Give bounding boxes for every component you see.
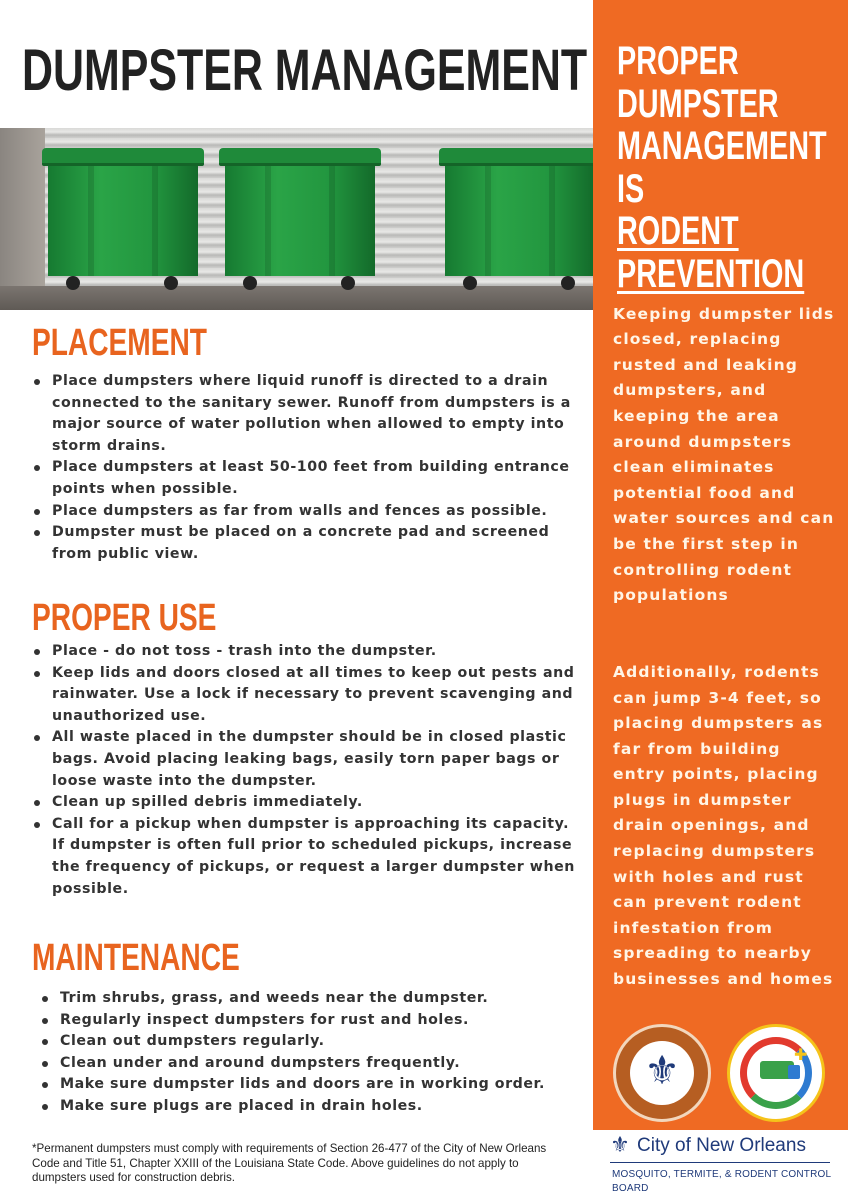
list-item: Clean under and around dumpsters frequently. — [40, 1053, 580, 1075]
sidebar-text — [613, 276, 838, 1018]
list-item: Make sure dumpster lids and doors are in working order. — [40, 1074, 580, 1096]
proper-use-list — [32, 641, 580, 900]
section-heading-proper-use: PROPER USE — [32, 597, 217, 639]
sidebar-title-line: DUMPSTER — [617, 81, 779, 126]
page-title: DUMPSTER MANAGEMENT — [22, 38, 588, 103]
maintenance-list — [40, 988, 580, 1118]
list-item: Place dumpsters at least 50-100 feet from building entrance points when possible. — [32, 457, 580, 500]
list-item: Make sure plugs are placed in drain holes. — [40, 1096, 580, 1118]
list-item: Keep lids and doors closed at all times to keep out pests and rainwater. Use a lock if necessary to prevent scavenging and unauthorized use. — [32, 663, 580, 728]
dumpster-bin — [225, 148, 375, 290]
list-item: Place dumpsters where liquid runoff is directed to a drain connected to the sanitary sewer. Runoff from dumpsters is a major source of water pollution when allowed to empty into storm drains. — [32, 371, 580, 457]
footer-board-name: MOSQUITO, TERMITE, & RODENT CONTROL BOARD — [612, 1169, 831, 1194]
footnote: *Permanent dumpsters must comply with requirements of Section 26-477 of the City of New Orleans Code and Title 51, Chapter XXIII of the Louisiana State Code. Above guidelines do not apply to dumpsters used for construction debris. — [32, 1142, 547, 1184]
footer-city-name: City of New Orleans — [637, 1135, 806, 1156]
dumpster-bin — [445, 148, 593, 290]
dumpster-bin — [48, 148, 198, 290]
list-item: Place - do not toss - trash into the dumpster. — [32, 641, 580, 663]
list-item: All waste placed in the dumpster should be in closed plastic bags. Avoid placing leaking bags, easily torn paper bags or loose waste into the dumpster. — [32, 727, 580, 792]
fleur-de-lis-icon: ⚜ — [610, 1133, 630, 1158]
section-heading-maintenance: MAINTENANCE — [32, 937, 240, 979]
sidebar-title-line: MANAGEMENT IS — [617, 124, 827, 211]
city-seal-logo — [613, 1024, 711, 1122]
sidebar-title-line: RODENT — [617, 209, 739, 253]
sidebar-paragraph: Additionally, rodents can jump 3-4 feet, so placing dumpsters as far from building entry points, placing plugs in dumpster drain openings, and replacing dumpsters with holes and rust can prevent rodent infestation from spreading to nearby businesses and homes — [613, 662, 834, 989]
list-item: Clean out dumpsters regularly. — [40, 1031, 580, 1053]
footer-divider — [610, 1162, 830, 1163]
list-item: Regularly inspect dumpsters for rust and holes. — [40, 1010, 580, 1032]
fleur-de-lis-icon: ⚜ — [644, 1048, 680, 1094]
sidebar-title-line: PROPER — [617, 39, 739, 83]
list-item: Dumpster must be placed on a concrete pad and screened from public view. — [32, 522, 580, 565]
sidebar-paragraph: Keeping dumpster lids closed, replacing rusted and leaking dumpsters, and keeping the area around dumpsters clean eliminates potential food and water sources and can be the first step in controlling rodent populations — [613, 304, 835, 605]
placement-list — [32, 371, 580, 565]
list-item: Place dumpsters as far from walls and fences as possible. — [32, 501, 580, 523]
sidebar-title-line: PREVENTION — [617, 251, 805, 296]
list-item: Trim shrubs, grass, and weeds near the dumpster. — [40, 988, 580, 1010]
list-item: Clean up spilled debris immediately. — [32, 792, 580, 814]
list-item: Call for a pickup when dumpster is approaching its capacity. If dumpster is often full prior to scheduled pickups, increase the frequency of pickups, or request a larger dumpster when possible. — [32, 814, 580, 900]
sidebar-title — [617, 40, 833, 295]
wall-shadow — [0, 128, 45, 310]
sanitation-department-logo: ✚ — [727, 1024, 825, 1122]
section-heading-placement: PLACEMENT — [32, 322, 207, 364]
green-dumpsters-photo — [0, 128, 593, 310]
